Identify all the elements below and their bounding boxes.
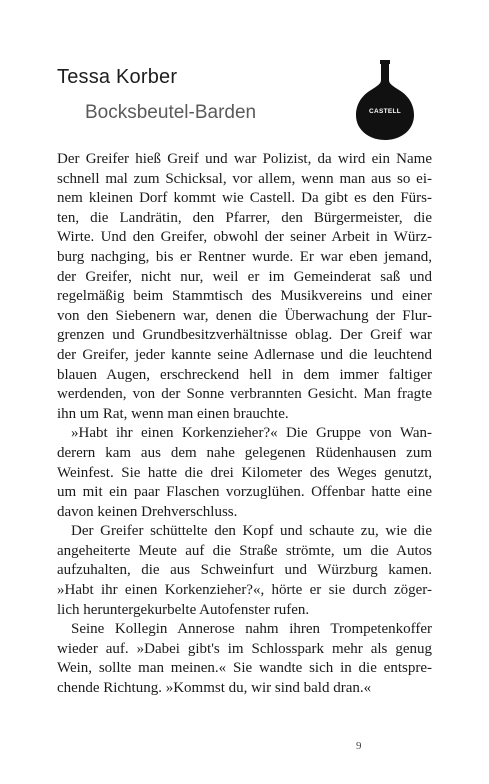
body-text (57, 150, 432, 699)
text-line: schnell mal zum Schicksal, vor allem, wenn man aus so ei- (57, 170, 432, 187)
text-line: um mit ein paar Flaschen vorzuglühen. Offenbar hatte eine (57, 484, 432, 501)
text-line: »Habt ihr einen Korkenzieher?« Die Gruppe von Wan- (71, 425, 432, 442)
text-line: wieder auf. »Dabei gibt's im Schlosspark mehr als genug (57, 640, 432, 657)
text-line: blauen Augen, erschreckend hell in dem immer faltiger (57, 366, 432, 383)
text-line: derern kam aus dem nahe gelegenen Rüdenhausen zum (57, 444, 432, 461)
text-line: chende Richtung. »Kommst du, wir sind bald dran.« (57, 680, 372, 697)
text-line: aufzuhalten, die aus Schweinfurt und Würzburg kamen. (57, 562, 432, 579)
text-line: angeheiterte Meute auf die Straße strömte, um die Autos (57, 542, 432, 559)
author-name: Tessa Korber (57, 66, 178, 88)
text-line: von den Siebenern war, denen die Überwachung der Flur- (57, 307, 432, 324)
story-title: Bocksbeutel-Barden (85, 102, 257, 123)
text-line: Wein, sollte man meinen.« Sie wandte sich in die entspre- (57, 660, 432, 677)
text-line: grenzen und Grundbesitzverhältnisse oblag. Der Greif war (57, 327, 432, 344)
text-line: regelmäßig beim Stammtisch des Musikvereins und einer (57, 288, 432, 305)
text-line: ihn um Rat, wenn man einen brauchte. (57, 405, 289, 422)
text-line: ten, die Landrätin, den Pfarrer, den Bürgermeister, die (57, 209, 432, 226)
bottle-label: CASTELL (368, 108, 402, 115)
text-line: Weinfest. Sie hatte die drei Kilometer des Weges genutzt, (57, 464, 432, 481)
text-line: der Greifer, jeder kannte seine Adlernase und die leuchtend (57, 346, 432, 363)
text-line: davon keinen Drehverschluss. (57, 503, 238, 520)
page-number: 9 (356, 740, 362, 752)
text-line: Der Greifer hieß Greif und war Polizist, da wird ein Name (57, 151, 432, 167)
text-line: werdenden, von der Sonne verbrannten Gesicht. Man fragte (57, 386, 432, 403)
text-line: nem kleinen Dorf kommt wie Castell. Da gibt es den Fürs- (57, 190, 432, 207)
text-line: der Greifer, nicht nur, weil er im Gemeinderat saß und (57, 268, 432, 285)
text-line: burg nachging, bis er Rentner wurde. Er war eben jemand, (57, 248, 432, 265)
text-line: »Habt ihr einen Korkenzieher?«, hörte er sie durch zöger- (57, 582, 432, 599)
text-line: Seine Kollegin Annerose nahm ihren Trompetenkoffer (71, 621, 432, 638)
bocksbeutel-bottle-icon (353, 58, 417, 142)
text-line: Wirte. Und den Greifer, obwohl der seiner Arbeit in Würz- (57, 229, 432, 246)
text-line: lich heruntergekurbelte Autofenster rufen. (57, 601, 310, 618)
text-line: Der Greifer schüttelte den Kopf und schaute zu, wie die (71, 523, 432, 540)
